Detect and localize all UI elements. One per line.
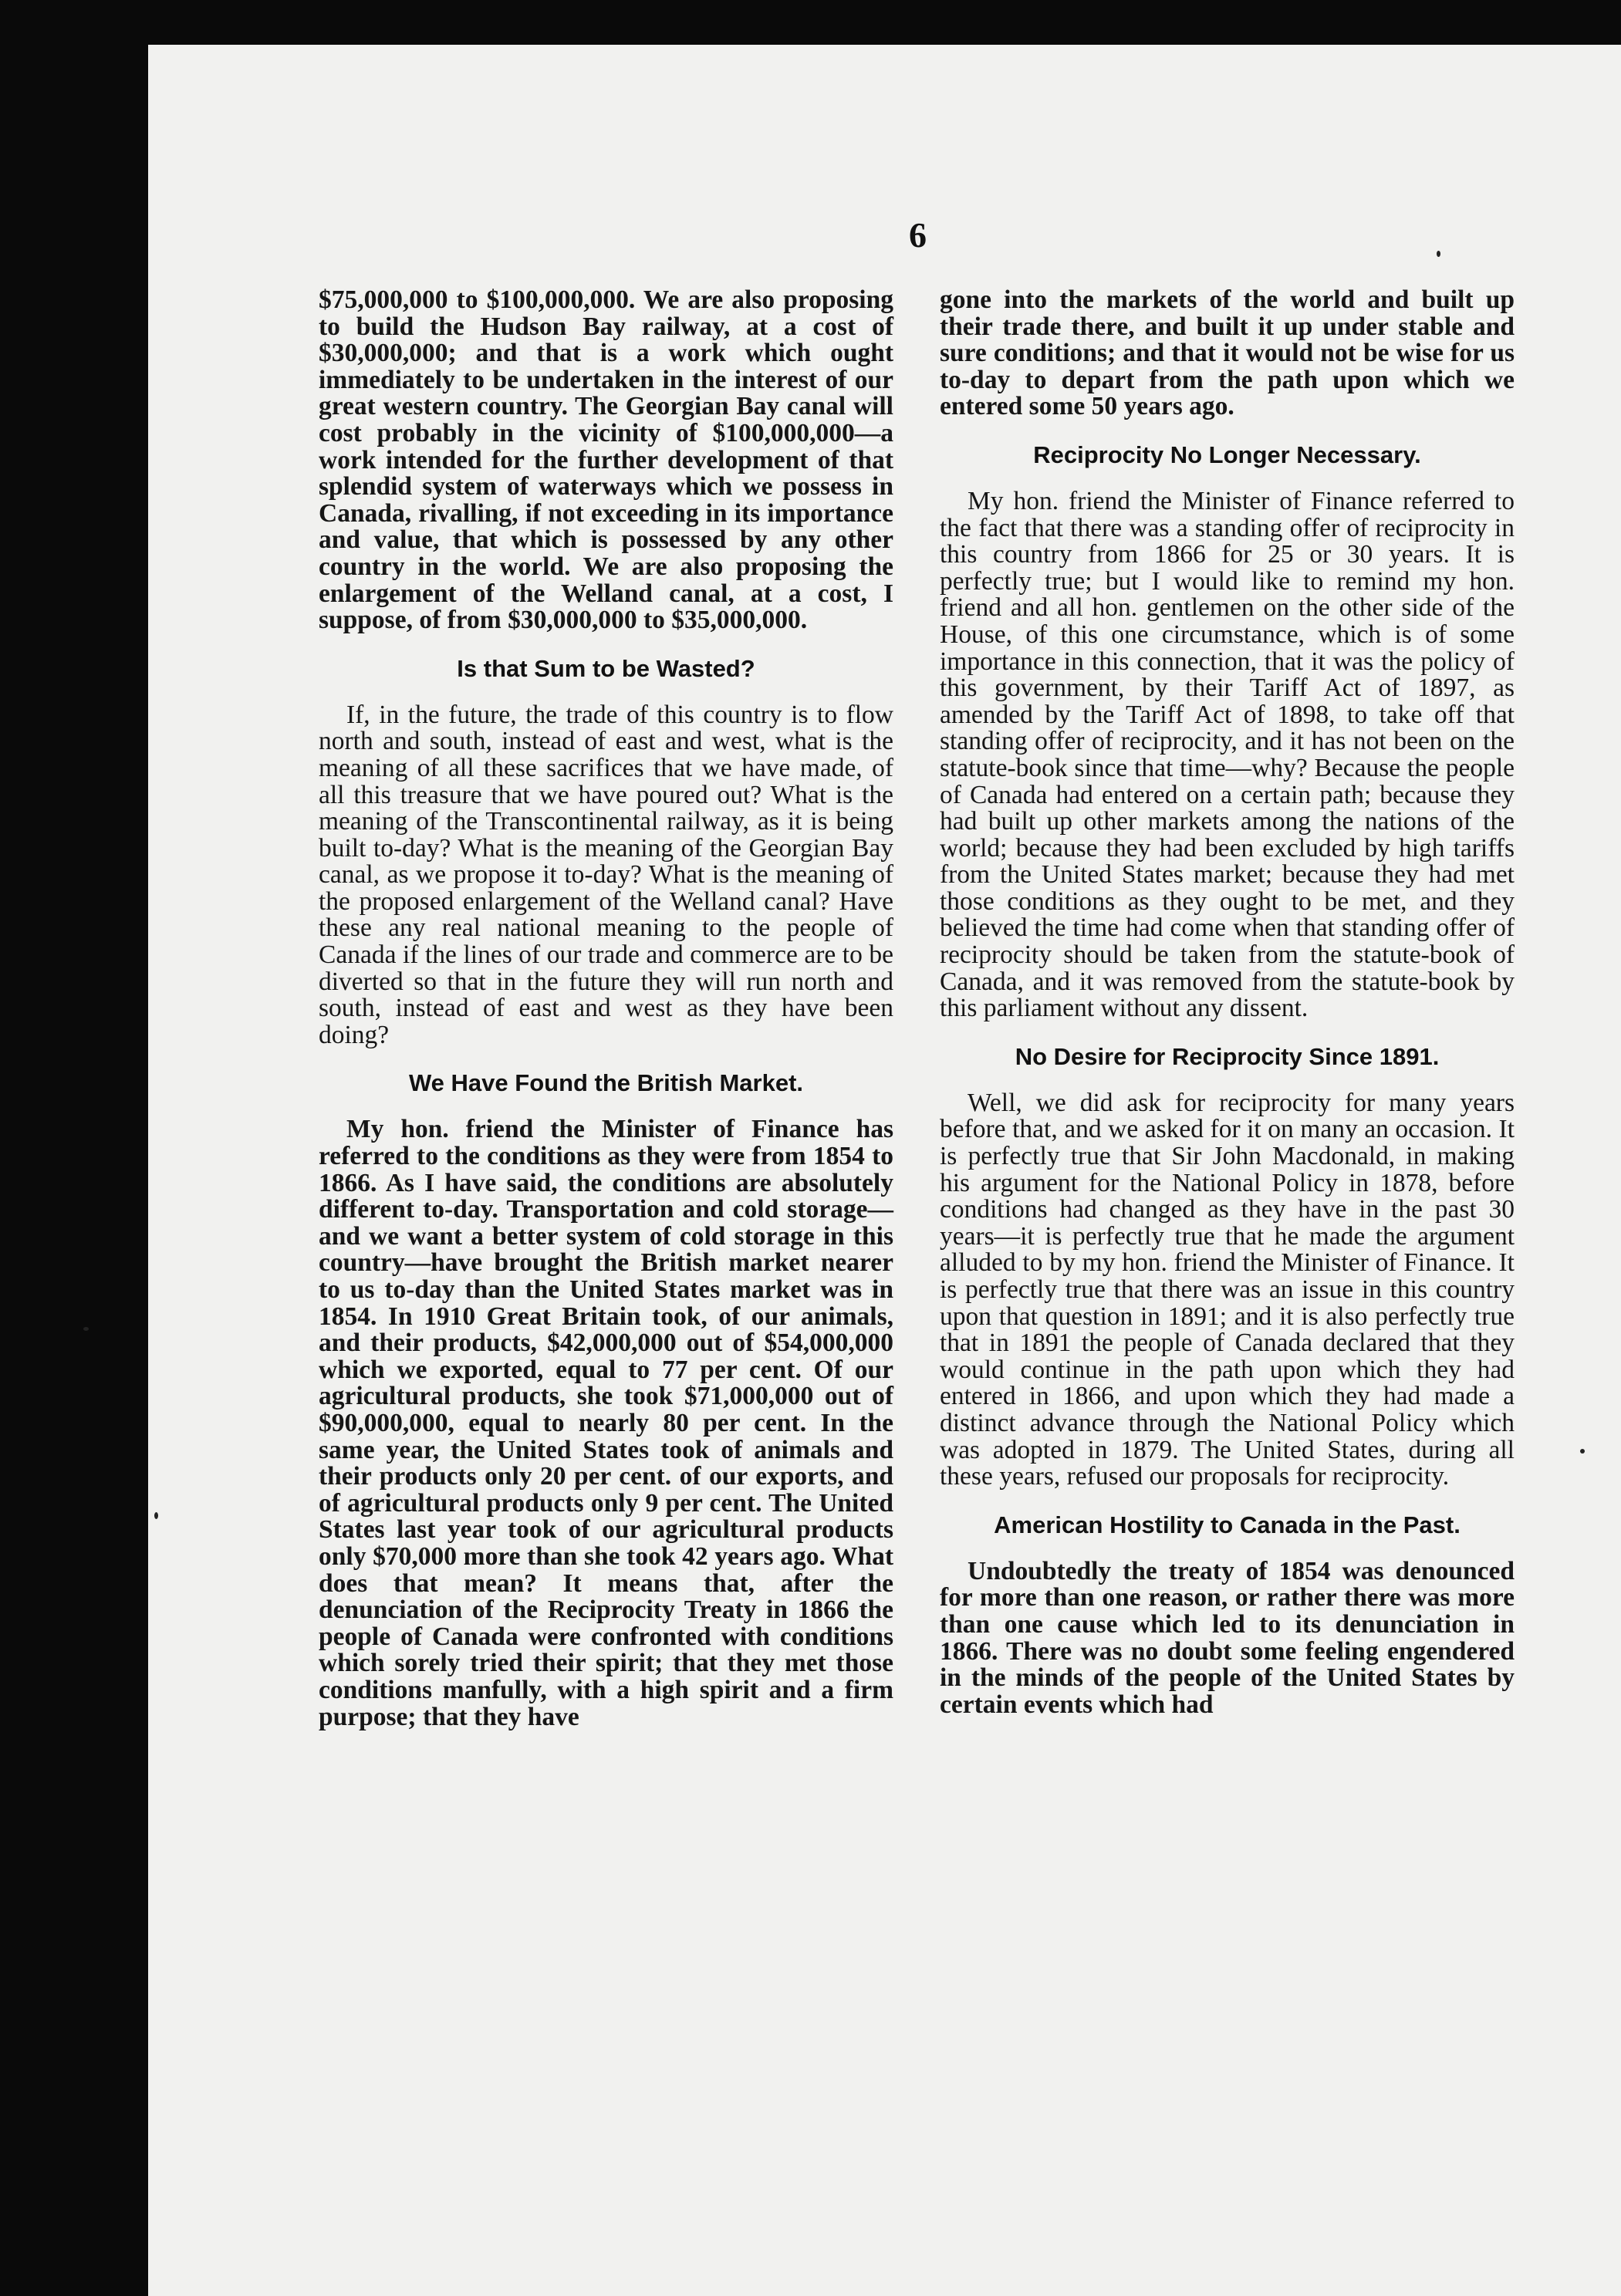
section-heading: We Have Found the British Market. bbox=[408, 1069, 803, 1097]
paragraph: My hon. friend the Minister of Finance referred to the fact that there was a standing offer of reciprocity in this country from 1866 for 25 or 30 years. It is perfectly true; but I would like to remind my hon. friend and all hon. gentlemen on the other side of the House, of this one circumstance, which is of some importance in this connection, that it was the policy of this government, by their Tariff Act of 1897, as amended by the Tariff Act of 1898, to take off that standing offer of reciprocity, and it has not been on the statute-book since that time—why? Because the people of Canada had entered on a certain path; because they had built up other markets among the nations of the world; because they had been excluded by high tariffs from the United States market; because they had met those conditions as they ought to be met, and they believed the time had come when that standing offer of reciprocity should be taken from the statute-book of Canada, and it was removed from the statute-book by this parliament without any dissent. bbox=[940, 486, 1515, 1023]
paragraph: If, in the future, the trade of this country is to flow north and south, instead of east and west, what is the meaning of all these sacrifices that we have made, of all this treasure that we have poured out? What is the meaning of the Transcontinental railway, as it is being built to-day? What is the meaning of the Georgian Bay canal, as we propose it to-day? What is the meaning of the proposed enlargement of the Welland canal? Have these any real national meaning to the people of Canada if the lines of our trade and commerce are to be diverted so that in the future they will run north and south, instead of east and west as they have been doing? bbox=[319, 700, 893, 1049]
scan-speck bbox=[154, 1512, 158, 1519]
scan-speck bbox=[1437, 251, 1440, 257]
scan-speck bbox=[1580, 1449, 1585, 1454]
right-column bbox=[940, 287, 1515, 1718]
paragraph: My hon. friend the Minister of Finance has referred to the conditions as they were from 1854 to 1866. As I have said, the conditions are absolutely different to-day. Transportation and cold storage—and we want a better system of cold storage in this country—have brought the British market nearer to us to-day than the United States market was in 1854. In 1910 Great Britain took, of our animals, and their products, $42,000,000 out of $54,000,000 which we exported, equal to 77 per cent. Of our agricultural products, she took $71,000,000 out of $90,000,000, equal to nearly 80 per cent. In the same year, the United States took of animals and their products only 20 per cent. of our exports, and of agricultural products only 9 per cent. The United States last year took of our agricultural products only $70,000 more than she took 42 years ago. What does that mean? It means that, after the denunciation of the Reciprocity Treaty in 1866 the people of Canada were confronted with conditions which sorely tried their spirit; that they met those conditions manfully, with a high spirit and a firm purpose; that they have bbox=[319, 1115, 893, 1731]
section-heading: Is that Sum to be Wasted? bbox=[457, 654, 755, 682]
scan-speck bbox=[83, 1327, 89, 1331]
paragraph: Well, we did ask for reciprocity for many years before that, and we asked for it on many an occasion. It is perfectly true that Sir John Macdonald, in making his argument for the National Policy in 1878, before conditions had changed as they have in the past 30 years—it is perfectly true that he made the argument alluded to by my hon. friend the Minister of Finance. It is perfectly true that there was an issue in this country upon that question in 1891; and it is also perfectly true that in 1891 the people of Canada declared that they would continue in the path upon which they had entered in 1866, and upon which they had made a distinct advance through the National Policy which was adopted in 1879. The United States, during all these years, refused our proposals for reciprocity. bbox=[940, 1088, 1515, 1491]
paragraph: gone into the markets of the world and built up their trade there, and built it up under stable and sure conditions; and that it would not be wise for us to-day to depart from the path upon which we entered some 50 years ago. bbox=[940, 285, 1515, 421]
paragraph: $75,000,000 to $100,000,000. We are also proposing to build the Hudson Bay railway, at a cost of $30,000,000; and that is a work which ought immediately to be undertaken in the interest of our great western country. The Georgian Bay canal will cost probably in the vicinity of $100,000,000—a work intended for the further development of that splendid system of waterways which we possess in Canada, rivalling, if not exceeding in its importance and value, that which is possessed by any other country in the world. We are also proposing the enlargement of the Welland canal, at a cost, I suppose, of from $30,000,000 to $35,000,000. bbox=[319, 285, 893, 635]
section-heading: No Desire for Reciprocity Since 1891. bbox=[1015, 1042, 1440, 1070]
section-heading: Reciprocity No Longer Necessary. bbox=[1033, 441, 1421, 468]
page-number: 6 bbox=[909, 215, 927, 255]
section-heading: American Hostility to Canada in the Past. bbox=[994, 1511, 1461, 1538]
left-column bbox=[319, 287, 893, 1730]
paragraph: Undoubtedly the treaty of 1854 was denounced for more than one reason, or rather there was more than one cause which led to its denunciation in 1866. There was no doubt some feeling engendered in the minds of the people of the United States by certain events which had bbox=[940, 1556, 1515, 1719]
